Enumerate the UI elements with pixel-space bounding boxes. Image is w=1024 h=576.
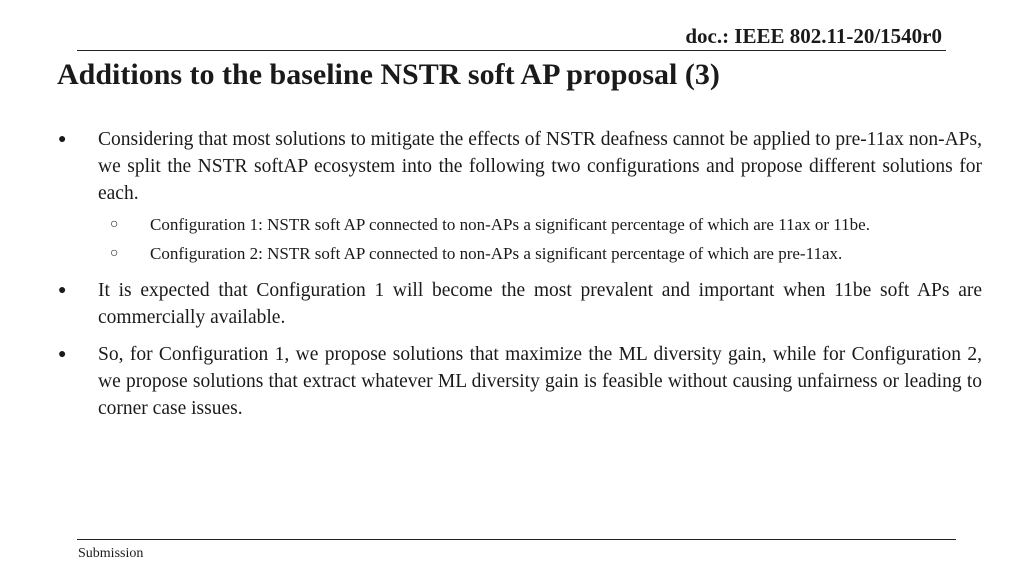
header-divider xyxy=(77,50,946,51)
bullet-text: Considering that most solutions to mitigate the effects of NSTR deafness cannot be applied to pre-11ax non-APs, we split the NSTR softAP ecosystem into the following two configurations and propose different solutions for each. xyxy=(98,129,982,204)
slide-title: Additions to the baseline NSTR soft AP proposal (3) xyxy=(57,58,720,91)
bullet-item xyxy=(56,126,982,267)
bullet-text: So, for Configuration 1, we propose solutions that maximize the ML diversity gain, while for Configuration 2, we propose solutions that extract whatever ML diversity gain is feasible without causing unfairness or leading to corner case issues. xyxy=(98,344,982,419)
bullet-icon: ● xyxy=(58,347,67,362)
sub-bullet-icon: ○ xyxy=(110,217,119,232)
sub-bullet-text: Configuration 1: NSTR soft AP connected to non-APs a significant percentage of which are 11ax or 11be. xyxy=(150,215,870,234)
bullet-item xyxy=(56,341,982,422)
document-id: doc.: IEEE 802.11-20/1540r0 xyxy=(685,24,942,48)
sub-bullet-icon: ○ xyxy=(110,246,119,261)
bullet-icon: ● xyxy=(58,283,67,298)
bullet-icon: ● xyxy=(58,132,67,147)
slide-content xyxy=(56,126,982,422)
footer-submission-label: Submission xyxy=(78,546,144,561)
sub-bullet-item xyxy=(98,211,982,238)
footer-divider xyxy=(77,539,956,540)
bullet-item xyxy=(56,277,982,331)
bullet-text: It is expected that Configuration 1 will become the most prevalent and important when 11be soft APs are commercially available. xyxy=(98,280,982,328)
sub-bullet-item xyxy=(98,240,982,267)
sub-bullet-text: Configuration 2: NSTR soft AP connected to non-APs a significant percentage of which are pre-11ax. xyxy=(150,244,843,263)
sub-bullet-list xyxy=(98,211,982,267)
